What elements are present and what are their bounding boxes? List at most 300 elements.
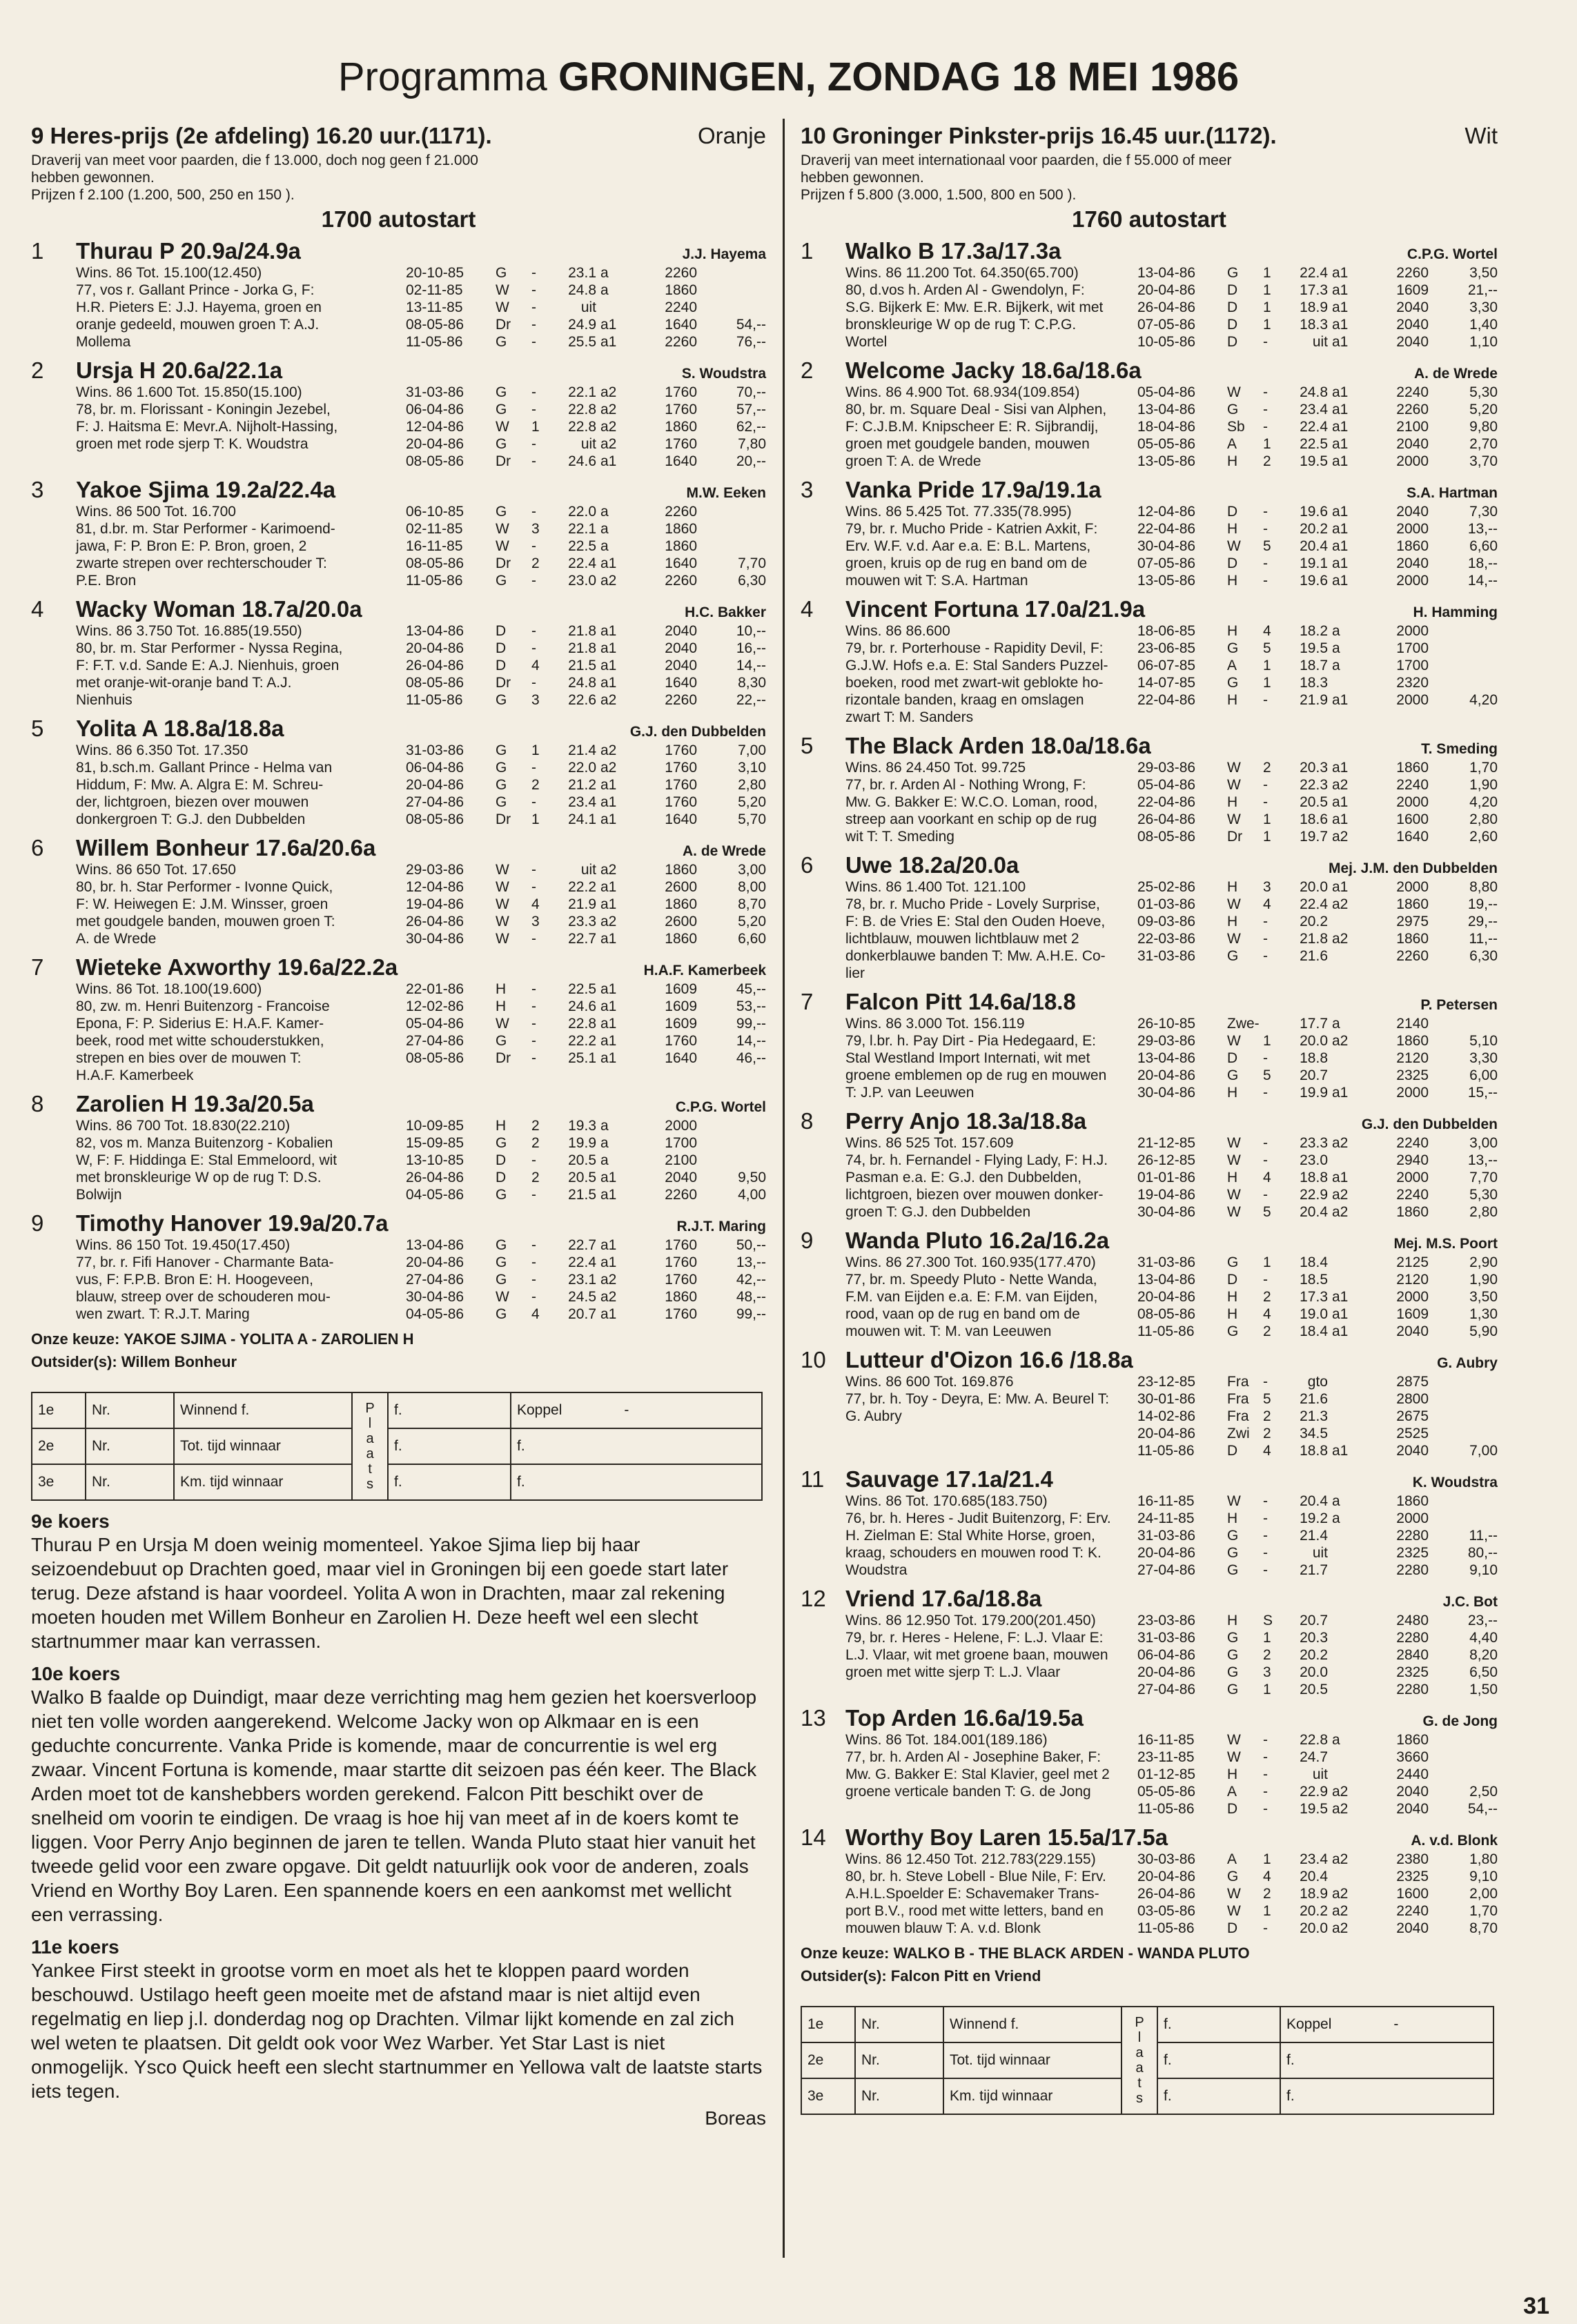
run-row xyxy=(1137,1288,1498,1306)
run-time: 21.5 xyxy=(568,658,596,673)
run-odds: 13,-- xyxy=(736,1254,766,1270)
run-time: 21.8 xyxy=(1300,931,1328,947)
horse-number: 9 xyxy=(31,1210,44,1236)
run-time: 23.4 xyxy=(568,794,596,810)
run-time: 24.5 xyxy=(568,1289,596,1305)
run-date: 13-04-86 xyxy=(406,1237,464,1253)
run-date: 14-02-86 xyxy=(1137,1408,1196,1424)
run-odds: 4,20 xyxy=(1469,692,1498,708)
horse-entry xyxy=(31,1210,766,1323)
run-row xyxy=(1137,316,1498,333)
run-place: 1 xyxy=(531,811,540,827)
run-track: H xyxy=(1227,1510,1238,1526)
run-start: a1 xyxy=(600,777,617,793)
plaats-letter: l xyxy=(1137,2030,1142,2045)
run-start: a2 xyxy=(1332,1784,1349,1800)
run-start: a2 xyxy=(1332,1187,1349,1203)
horse-runs xyxy=(1137,1015,1498,1101)
run-distance: 2040 xyxy=(1396,504,1429,520)
horse-name: Falcon Pitt 14.6a/18.8 xyxy=(845,989,1076,1014)
run-time: 20.0 xyxy=(1300,1033,1328,1049)
horse-entry xyxy=(31,716,766,828)
run-date: 31-03-86 xyxy=(1137,1254,1196,1270)
race9-outsider: Outsider(s): Willem Bonheur xyxy=(31,1353,237,1370)
run-distance: 2675 xyxy=(1396,1408,1429,1424)
run-date: 08-05-86 xyxy=(406,1050,464,1066)
run-odds: 8,00 xyxy=(738,879,766,895)
description-line: groene verticale banden T: G. de Jong xyxy=(845,1784,1091,1800)
run-odds xyxy=(697,520,766,538)
run-distance: 2000 xyxy=(1396,573,1429,589)
plaats-cell xyxy=(1121,2007,1157,2114)
description-line: port B.V., rood met witte letters, band en xyxy=(845,1903,1104,1919)
run-start: a1 xyxy=(1332,811,1349,827)
run-place: 2 xyxy=(531,1135,540,1151)
run-time: 18.6 xyxy=(1300,811,1328,827)
run-time: 19.0 xyxy=(1300,1306,1328,1322)
horse-trainer: P. Petersen xyxy=(1420,997,1498,1013)
run-distance: 2040 xyxy=(1396,317,1429,333)
run-place: - xyxy=(531,675,536,691)
description-line: boeken, rood met zwart-wit geblokte ho- xyxy=(845,675,1104,691)
run-place: - xyxy=(531,862,536,878)
run-distance: 1860 xyxy=(1396,760,1429,776)
run-distance: 2325 xyxy=(1396,1664,1429,1680)
run-distance: 2040 xyxy=(1396,1443,1429,1459)
run-odds: 5,30 xyxy=(1469,384,1498,400)
comment-heading: 11e koers xyxy=(31,1936,119,1958)
run-date: 29-03-86 xyxy=(406,862,464,878)
horse-runs xyxy=(406,861,766,947)
run-time: 18.8 xyxy=(1300,1443,1328,1459)
f-label: f. xyxy=(517,1438,525,1454)
description-line: beek, rood met witte schouderstukken, xyxy=(76,1033,324,1049)
plaats-letter: P xyxy=(365,1401,375,1416)
run-date: 21-12-85 xyxy=(1137,1135,1196,1151)
run-time: 22.2 xyxy=(568,879,596,895)
uitslag-row xyxy=(32,1464,762,1500)
run-odds: 3,50 xyxy=(1469,1289,1498,1305)
description-line: 77, br. r. Fifi Hanover - Charmante Bata- xyxy=(76,1254,334,1270)
run-track: Zwe- xyxy=(1227,1016,1260,1032)
plaats-letter: P xyxy=(1135,2015,1144,2030)
horse-body xyxy=(76,384,766,470)
run-distance: 2000 xyxy=(1396,521,1429,537)
horse-number: 14 xyxy=(801,1824,826,1850)
description-line: Pasman e.a. E: G.J. den Dubbelden, xyxy=(845,1170,1082,1185)
run-start: a xyxy=(1332,1016,1340,1032)
run-place: - xyxy=(531,998,536,1014)
run-distance: 1860 xyxy=(665,282,697,298)
run-track: G xyxy=(1227,1682,1239,1697)
comment-heading: 9e koers xyxy=(31,1510,110,1532)
race10-conditions xyxy=(801,152,1498,204)
run-odds: 1,90 xyxy=(1469,1272,1498,1288)
run-track: W xyxy=(1227,1187,1241,1203)
run-distance: 2260 xyxy=(665,692,697,708)
info-cell: Winnend f. xyxy=(943,2007,1121,2042)
run-time: 22.9 xyxy=(1300,1784,1328,1800)
run-time: uit xyxy=(580,862,596,878)
run-row xyxy=(406,384,766,401)
run-start xyxy=(1332,1408,1365,1425)
run-odds: 4,20 xyxy=(1469,794,1498,810)
description-line: 78, br. m. Florissant - Koningin Jezebel, xyxy=(76,402,331,417)
run-track: W xyxy=(1227,1493,1241,1509)
run-start xyxy=(1332,1050,1365,1067)
run-time: 21.9 xyxy=(1300,692,1328,708)
run-time: 22.3 xyxy=(1300,777,1328,793)
run-track: W xyxy=(496,1289,509,1305)
place-cell: 1e xyxy=(32,1392,86,1428)
horse-description xyxy=(845,1015,1137,1101)
horse-runs xyxy=(1137,622,1498,726)
run-start: a2 xyxy=(1332,1851,1349,1867)
nr-cell: Nr. xyxy=(855,2042,943,2078)
run-row xyxy=(1137,1390,1498,1408)
description-line: F: B. de Vries E: Stal den Ouden Hoeve, xyxy=(845,914,1106,929)
run-place: - xyxy=(1263,777,1268,793)
run-row xyxy=(1137,878,1498,896)
run-date: 08-05-86 xyxy=(1137,1306,1196,1322)
run-start: a xyxy=(600,1152,609,1168)
horse-name: Yolita A 18.8a/18.8a xyxy=(76,716,284,741)
run-date: 30-03-86 xyxy=(1137,1851,1196,1867)
run-time: 21.6 xyxy=(1300,1391,1328,1407)
horse-name: Vriend 17.6a/18.8a xyxy=(845,1586,1042,1611)
run-time: 24.8 xyxy=(568,282,596,298)
run-track: D xyxy=(496,1152,507,1168)
run-odds: 13,-- xyxy=(1467,521,1498,537)
description-line: 77, vos r. Gallant Prince - Jorka G, F: xyxy=(76,282,315,298)
horse-header xyxy=(801,733,1498,759)
run-row xyxy=(406,1152,766,1169)
amount-cell: f. xyxy=(388,1392,511,1428)
race10-outsider: Outsider(s): Falcon Pitt en Vriend xyxy=(801,1967,1041,1985)
run-row xyxy=(406,622,766,640)
horse-trainer: G. Aubry xyxy=(1437,1355,1498,1371)
run-odds: 2,70 xyxy=(1469,436,1498,452)
run-place: 1 xyxy=(1263,829,1271,845)
run-distance: 1640 xyxy=(665,453,697,469)
run-distance: 2600 xyxy=(665,914,697,929)
run-time: 21.3 xyxy=(1300,1408,1328,1424)
description-line: Wins. 86 150 Tot. 19.450(17.450) xyxy=(76,1237,291,1253)
run-row xyxy=(406,299,766,316)
horse-runs xyxy=(1137,878,1498,982)
horse-body xyxy=(76,742,766,828)
run-place: - xyxy=(1263,1920,1268,1936)
run-track: G xyxy=(496,1237,507,1253)
run-row xyxy=(1137,913,1498,930)
run-time: 24.9 xyxy=(568,317,596,333)
run-track: W xyxy=(496,1016,509,1032)
amount-cell: f. xyxy=(388,1428,511,1464)
run-odds: 53,-- xyxy=(736,998,766,1014)
run-start: a2 xyxy=(600,1272,617,1288)
run-odds xyxy=(697,1152,766,1169)
description-line: met oranje-wit-oranje band T: A.J. xyxy=(76,675,292,691)
horse-trainer: J.C. Bot xyxy=(1442,1594,1498,1610)
run-start: a1 xyxy=(1332,317,1349,333)
run-track: D xyxy=(1227,282,1238,298)
koppel-dash: - xyxy=(624,1402,629,1418)
run-date: 01-01-86 xyxy=(1137,1170,1196,1185)
run-start: a2 xyxy=(1332,1886,1349,1902)
run-distance: 1760 xyxy=(665,777,697,793)
horse-trainer: M.W. Eeken xyxy=(686,485,766,501)
run-date: 30-01-86 xyxy=(1137,1391,1196,1407)
horse-runs xyxy=(406,981,766,1084)
title-main: GRONINGEN, ZONDAG 18 MEI 1986 xyxy=(558,55,1240,99)
run-place: 4 xyxy=(531,658,540,673)
run-track: W xyxy=(496,419,509,435)
horse-trainer: T. Smeding xyxy=(1421,741,1498,757)
run-place: - xyxy=(1263,692,1268,708)
run-track: W xyxy=(496,896,509,912)
place-cell: 1e xyxy=(801,2007,855,2042)
run-track: W xyxy=(496,862,509,878)
horse-number: 8 xyxy=(801,1108,814,1134)
horse-entry xyxy=(801,1586,1498,1698)
horse-entry xyxy=(801,852,1498,982)
run-place: - xyxy=(531,265,536,281)
run-date: 31-03-86 xyxy=(1137,1630,1196,1646)
horse-entry xyxy=(801,1347,1498,1459)
horse-description xyxy=(845,1612,1137,1698)
plaats-letter: a xyxy=(1135,2060,1144,2076)
run-place: 5 xyxy=(1263,640,1271,656)
description-line: Wins. 86 86.600 xyxy=(845,623,950,639)
description-line: 79, br. r. Heres - Helene, F: L.J. Vlaar E: xyxy=(845,1630,1104,1646)
description-line: rood, vaan op de rug en band om de xyxy=(845,1306,1080,1322)
horse-number: 1 xyxy=(801,238,814,264)
run-start: a1 xyxy=(600,317,617,333)
run-date: 13-04-86 xyxy=(1137,1050,1196,1066)
run-distance: 1860 xyxy=(1396,1033,1429,1049)
run-start: a2 xyxy=(600,436,617,452)
run-track: G xyxy=(1227,1647,1239,1663)
horse-trainer: S. Woudstra xyxy=(681,366,766,382)
run-place: 1 xyxy=(1263,1903,1271,1919)
run-track: H xyxy=(496,998,507,1014)
info-cell: Tot. tijd winnaar xyxy=(174,1428,352,1464)
run-distance: 1640 xyxy=(665,1050,697,1066)
run-start: a2 xyxy=(1332,896,1349,912)
run-time: 19.6 xyxy=(1300,504,1328,520)
run-start: a1 xyxy=(600,1170,617,1185)
description-line: blauw, streep over de schouderen mou- xyxy=(76,1289,331,1305)
run-place: - xyxy=(1263,555,1268,571)
run-odds: 2,80 xyxy=(1469,811,1498,827)
race10-title: 10 Groninger Pinkster-prijs 16.45 uur.(1172). xyxy=(801,123,1277,148)
horse-name: Worthy Boy Laren 15.5a/17.5a xyxy=(845,1824,1168,1850)
run-track: G xyxy=(1227,1545,1239,1561)
run-track: W xyxy=(496,521,509,537)
race9-horse-list xyxy=(31,238,766,1323)
horse-body xyxy=(845,878,1498,982)
extra-cell xyxy=(1280,2007,1493,2042)
run-start: a1 xyxy=(1332,794,1349,810)
run-time: 23.0 xyxy=(1300,1152,1328,1168)
run-time: 23.3 xyxy=(1300,1135,1328,1151)
run-time: 18.2 xyxy=(1300,623,1328,639)
extra-cell xyxy=(511,1428,762,1464)
run-time: 22.4 xyxy=(1300,896,1328,912)
horse-name: Zarolien H 19.3a/20.5a xyxy=(76,1091,314,1116)
run-odds: 3,50 xyxy=(1469,265,1498,281)
run-odds xyxy=(1429,1408,1498,1425)
run-track: H xyxy=(1227,1170,1238,1185)
run-date: 26-10-85 xyxy=(1137,1016,1196,1032)
run-start: a1 xyxy=(1332,521,1349,537)
run-track: W xyxy=(1227,1886,1241,1902)
run-odds: 8,30 xyxy=(738,675,766,691)
horse-header xyxy=(801,596,1498,622)
run-start: a xyxy=(600,521,609,537)
description-line: Stal Westland Import Internati, wit met xyxy=(845,1050,1090,1066)
horse-name: Perry Anjo 18.3a/18.8a xyxy=(845,1108,1087,1134)
run-date: 27-04-86 xyxy=(406,1272,464,1288)
run-odds: 7,70 xyxy=(738,555,766,571)
run-distance: 1860 xyxy=(665,1289,697,1305)
horse-body xyxy=(845,1612,1498,1698)
run-place: - xyxy=(531,760,536,776)
run-start: a2 xyxy=(600,402,617,417)
run-odds: 5,20 xyxy=(738,794,766,810)
run-row xyxy=(1137,435,1498,453)
run-place: 2 xyxy=(531,777,540,793)
plaats-letter: l xyxy=(368,1416,372,1431)
run-time: 22.4 xyxy=(1300,419,1328,435)
run-date: 26-04-86 xyxy=(1137,1886,1196,1902)
run-track: W xyxy=(496,538,509,554)
run-place: - xyxy=(1263,1766,1268,1782)
race10-start: 1760 autostart xyxy=(1072,206,1226,232)
run-time: 22.2 xyxy=(568,1033,596,1049)
run-time: 21.9 xyxy=(568,896,596,912)
run-time: 23.3 xyxy=(568,914,596,929)
run-date: 05-05-86 xyxy=(1137,436,1196,452)
run-distance: 2100 xyxy=(665,1152,697,1168)
run-distance: 2525 xyxy=(1396,1426,1429,1441)
run-row xyxy=(1137,1783,1498,1800)
horse-number: 2 xyxy=(31,357,44,383)
run-place: - xyxy=(531,402,536,417)
run-date: 26-04-86 xyxy=(406,914,464,929)
run-row xyxy=(1137,640,1498,657)
run-date: 06-10-85 xyxy=(406,504,464,520)
run-place: 1 xyxy=(1263,1682,1271,1697)
run-row xyxy=(406,1032,766,1050)
horse-description xyxy=(845,1134,1137,1221)
run-row xyxy=(406,435,766,453)
horse-body xyxy=(76,1237,766,1323)
run-track: D xyxy=(1227,1050,1238,1066)
run-start: a1 xyxy=(1332,299,1349,315)
run-odds xyxy=(1429,657,1498,674)
run-odds xyxy=(697,503,766,520)
run-start xyxy=(1332,1425,1365,1442)
horse-description xyxy=(76,264,406,351)
description-line: F: C.J.B.M. Knipscheer E: R. Sijbrandij, xyxy=(845,419,1099,435)
run-odds: 18,-- xyxy=(1467,555,1498,571)
condition-line: Draverij van meet voor paarden, die f 13.000, doch nog geen f 21.000 xyxy=(31,152,478,168)
horse-runs xyxy=(406,503,766,589)
horse-number: 10 xyxy=(801,1347,826,1372)
horse-name: Uwe 18.2a/20.0a xyxy=(845,852,1019,878)
run-date: 11-05-86 xyxy=(406,573,463,589)
run-place: 1 xyxy=(1263,299,1271,315)
description-line: 82, vos m. Manza Buitenzorg - Kobalien xyxy=(76,1135,333,1151)
run-odds: 3,10 xyxy=(738,760,766,776)
run-date: 10-09-85 xyxy=(406,1118,464,1134)
run-distance: 1760 xyxy=(665,1254,697,1270)
horse-name: The Black Arden 18.0a/18.6a xyxy=(845,733,1151,758)
run-date: 23-11-85 xyxy=(1137,1749,1195,1765)
description-line: jawa, F: P. Bron E: P. Bron, groen, 2 xyxy=(76,538,307,554)
run-time: 22.8 xyxy=(1300,1732,1328,1748)
description-line: lier xyxy=(845,965,865,981)
horse-runs xyxy=(406,264,766,351)
run-start: a1 xyxy=(600,1050,617,1066)
horse-description xyxy=(76,1237,406,1323)
horse-description xyxy=(76,1117,406,1203)
amount-cell: f. xyxy=(1157,2042,1280,2078)
description-line: Wins. 86 1.400 Tot. 121.100 xyxy=(845,879,1026,895)
description-line: mouwen wit T: S.A. Hartman xyxy=(845,573,1028,589)
run-date: 07-05-86 xyxy=(1137,317,1196,333)
run-row xyxy=(1137,555,1498,572)
run-place: 5 xyxy=(1263,1204,1271,1220)
run-row xyxy=(406,520,766,538)
run-distance: 2140 xyxy=(1396,1016,1429,1032)
run-place: 4 xyxy=(1263,1306,1271,1322)
run-start xyxy=(1332,1868,1365,1885)
description-line: L.J. Vlaar, wit met groene baan, mouwen xyxy=(845,1647,1108,1663)
run-distance: 2040 xyxy=(1396,334,1429,350)
description-line: Wins. 86 11.200 Tot. 64.350(65.700) xyxy=(845,265,1079,281)
run-time: 23.0 xyxy=(568,573,596,589)
horse-name: Walko B 17.3a/17.3a xyxy=(845,238,1061,264)
run-date: 26-04-86 xyxy=(1137,299,1196,315)
run-place: 2 xyxy=(1263,1886,1271,1902)
run-row xyxy=(1137,930,1498,947)
run-time: 23.1 xyxy=(568,265,596,281)
run-track: D xyxy=(1227,1920,1238,1936)
description-line: 80, br. m. Square Deal - Sisi van Alphen, xyxy=(845,402,1107,417)
run-date: 09-03-86 xyxy=(1137,914,1196,929)
description-line: F.M. van Eijden e.a. E: F.M. van Eijden, xyxy=(845,1289,1098,1305)
run-odds: 14,-- xyxy=(1467,573,1498,589)
run-time: 22.5 xyxy=(568,981,596,997)
description-line: Mw. G. Bakker E: W.C.O. Loman, rood, xyxy=(845,794,1098,810)
run-odds: 8,20 xyxy=(1469,1647,1498,1663)
run-row xyxy=(406,333,766,351)
run-place: 4 xyxy=(1263,896,1271,912)
run-odds: 42,-- xyxy=(736,1272,766,1288)
run-row xyxy=(1137,1868,1498,1885)
run-start: a1 xyxy=(600,931,617,947)
uitslag-row xyxy=(32,1428,762,1464)
run-place: - xyxy=(531,1289,536,1305)
run-odds: 9,50 xyxy=(738,1170,766,1185)
run-place: 1 xyxy=(1263,282,1271,298)
description-line: Wins. 86 1.600 Tot. 15.850(15.100) xyxy=(76,384,302,400)
run-track: G xyxy=(496,1135,507,1151)
run-start xyxy=(1332,674,1365,691)
run-date: 30-04-86 xyxy=(1137,538,1196,554)
